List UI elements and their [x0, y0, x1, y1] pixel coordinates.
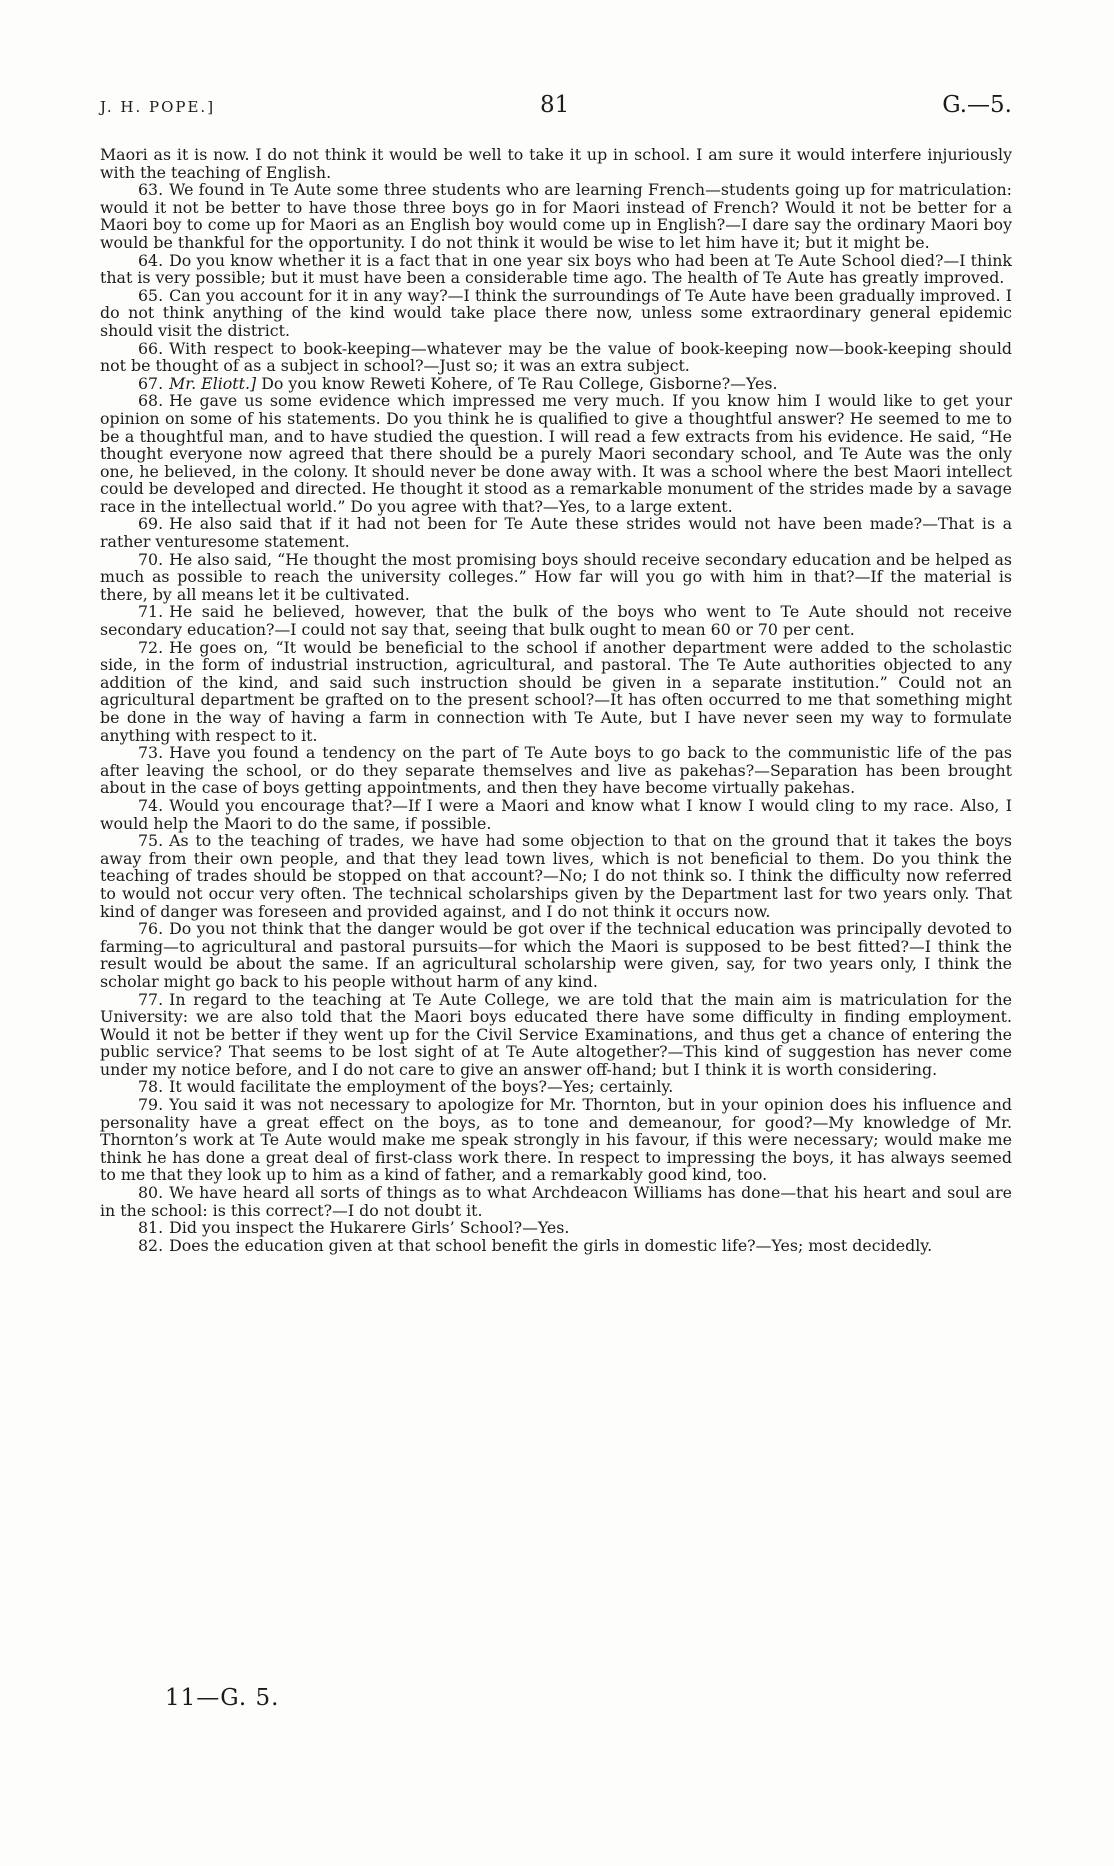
intro-paragraph: Maori as it is now. I do not think it would be well to take it up in school. I am sure it would interfere injuriously with the teaching of English.: [100, 145, 1012, 182]
question-text: Would you encourage that?—If I were a Maori and know what I know I would cling to my race. Also, I would help the Maori to do the same, if possible.: [100, 795, 1012, 833]
signature-mark: 11—G. 5.: [165, 1685, 280, 1711]
question-text: He goes on, “It would be beneficial to the school if another department were added to the scholastic side, in the form of industrial instruction, agricultural, and pastoral. The Te Aute authorities objected to any addition of the kind, and said such instruction should be given in a separate institution.” Could not an agricultural department be grafted on to the present school?—It has often occurred to me that something might be done in the way of having a farm in connection with Te Aute, but I have never seen my way to formulate anything with respect to it.: [100, 637, 1012, 745]
question-paragraph: [100, 744, 1012, 797]
question-number: 82.: [138, 1235, 164, 1255]
question-text: Have you found a tendency on the part of Te Aute boys to go back to the communistic life of the pas after leaving the school, or do they separate themselves and live as pakehas?—Separation has been brought about in the case of boys getting appointments, and then they have become virtually pakehas.: [100, 743, 1012, 798]
question-number: 78.: [138, 1077, 164, 1097]
question-paragraph: [100, 920, 1012, 990]
question-text: He also said, “He thought the most promising boys should receive secondary education and be helped as much as possible to reach the university colleges.” How far will you go with him in that?—If the material is there, by all means let it be cultivated.: [100, 549, 1012, 604]
page-number: 81: [540, 92, 570, 118]
question-number: 64.: [138, 250, 164, 270]
question-text: Did you inspect the Hukarere Girls’ School?—Yes.: [169, 1218, 570, 1238]
question-paragraph: [100, 392, 1012, 515]
question-paragraph: [100, 340, 1012, 375]
question-paragraph: [100, 603, 1012, 638]
question-number: 71.: [138, 602, 164, 622]
question-number: 72.: [138, 637, 164, 657]
question-text: Does the education given at that school benefit the girls in domestic life?—Yes; most decidedly.: [169, 1235, 933, 1255]
question-paragraph: [100, 1219, 1012, 1237]
question-number: 68.: [138, 391, 164, 411]
question-number: 75.: [138, 831, 164, 851]
question-paragraph: [100, 1237, 1012, 1255]
page-header: [100, 92, 1012, 126]
question-text: With respect to book-keeping—whatever may be the value of book-keeping now—book-keeping should not be thought of as a subject in school?—Just so; it was an extra subject.: [100, 338, 1012, 376]
question-number: 67.: [138, 373, 164, 393]
header-witness: J. H. POPE.]: [100, 98, 216, 116]
question-text: He gave us some evidence which impressed me very much. If you know him I would like to get your opinion on some of his statements. Do you think he is qualified to give a thoughtful answer? He seemed to me to be a thoughtful man, and to have studied the question. I will read a few extracts from his evidence. He said, “He thought everyone now agreed that there should be a purely Maori secondary school, and Te Aute was the only one, he believed, in the colony. It should never be done away with. It was a school where the best Maori intellect could be developed and directed. He thought it stood as a remarkable monument of the strides made by a savage race in the intellectual world.” Do you agree with that?—Yes, to a large extent.: [100, 391, 1012, 516]
question-number: 81.: [138, 1218, 164, 1238]
question-text: As to the teaching of trades, we have had some objection to that on the ground that it takes the boys away from their own people, and that they lead town lives, which is not beneficial to them. Do you think the teaching of trades should be stopped on that account?—No; I do not think so. I think the difficulty now referred to would not occur very often. The technical scholarships given by the Department last for two years only. That kind of danger was foreseen and provided against, and I do not think it occurs now.: [100, 831, 1012, 921]
question-text: You said it was not necessary to apologize for Mr. Thornton, but in your opinion does his influence and personality have a great effect on the boys, as to tone and demeanour, for good?—My knowledge of Mr. Thornton’s work at Te Aute would make me speak strongly in his favour, if this were necessary; would make me think he has done a great deal of first-class work there. In respect to impressing the boys, it has always seemed to me that they look up to him as a kind of father, and a remarkably good kind, too.: [100, 1095, 1012, 1185]
question-paragraph: [100, 1184, 1012, 1219]
question-text: Can you account for it in any way?—I think the surroundings of Te Aute have been gradually improved. I do not think anything of the kind would take place there now, unless some extraordinary general epidemic should visit the district.: [100, 285, 1012, 340]
question-number: 76.: [138, 919, 164, 939]
question-number: 63.: [138, 180, 164, 200]
question-number: 66.: [138, 338, 164, 358]
question-paragraph: [100, 1096, 1012, 1184]
question-paragraph: [100, 181, 1012, 251]
question-number: 65.: [138, 285, 164, 305]
question-paragraph: [100, 287, 1012, 340]
question-number: 79.: [138, 1095, 164, 1115]
question-number: 69.: [138, 514, 164, 534]
question-number: 73.: [138, 743, 164, 763]
evidence-text: [100, 146, 1012, 1254]
question-paragraph: [100, 832, 1012, 920]
question-number: 70.: [138, 549, 164, 569]
question-text: Do you know Reweti Kohere, of Te Rau College, Gisborne?—Yes.: [261, 373, 778, 393]
question-text: We found in Te Aute some three students who are learning French—students going up for matriculation: would it not be better to have those three boys go in for Maori instead of French? Would it not be better for a Maori boy to come up for Maori as an English boy would come up in English?—I dare say the ordinary Maori boy would be thankful for the opportunity. I do not think it would be wise to let him have it; but it might be.: [100, 180, 1012, 252]
question-paragraph: [100, 797, 1012, 832]
question-number: 74.: [138, 795, 164, 815]
question-paragraph: [100, 1078, 1012, 1096]
question-number: 80.: [138, 1183, 164, 1203]
question-number: 77.: [138, 989, 164, 1009]
question-text: Do you know whether it is a fact that in one year six boys who had been at Te Aute School died?—I think that is very possible; but it must have been a considerable time ago. The health of Te Aute has greatly improved.: [100, 250, 1012, 288]
question-text: Do you not think that the danger would be got over if the technical education was principally devoted to farming—to agricultural and pastoral pursuits—for which the Maori is supposed to be best fitted?—I think the result would be about the same. If an agricultural scholarship were given, say, for two years only, I think the scholar might go back to his people without harm of any kind.: [100, 919, 1012, 991]
speaker-label: Mr. Eliott.]: [169, 373, 257, 393]
question-text: He also said that if it had not been for Te Aute these strides would not have been made?—That is a rather venturesome statement.: [100, 514, 1012, 552]
question-text: In regard to the teaching at Te Aute College, we are told that the main aim is matriculation for the University: we are also told that the Maori boys educated there have some difficulty in finding employment. Would it not be better if they went up for the Civil Service Examinations, and thus get a chance of entering the public service? That seems to be lost sight of at Te Aute altogether?—This kind of suggestion has never come under my notice before, and I do not care to give an answer off-hand; but I think it is worth considering.: [100, 989, 1012, 1079]
question-text: It would facilitate the employment of the boys?—Yes; certainly.: [169, 1077, 674, 1097]
question-paragraph: [100, 515, 1012, 550]
question-text: He said he believed, however, that the bulk of the boys who went to Te Aute should not receive secondary education?—I could not say that, seeing that bulk ought to mean 60 or 70 per cent.: [100, 602, 1012, 640]
question-paragraph: [100, 551, 1012, 604]
question-paragraph: [100, 639, 1012, 745]
header-document-ref: G.—5.: [942, 92, 1012, 118]
question-paragraph: [100, 375, 1012, 393]
question-paragraph: [100, 991, 1012, 1079]
question-paragraph: [100, 252, 1012, 287]
question-text: We have heard all sorts of things as to what Archdeacon Williams has done—that his heart and soul are in the school: is this correct?—I do not doubt it.: [100, 1183, 1012, 1220]
